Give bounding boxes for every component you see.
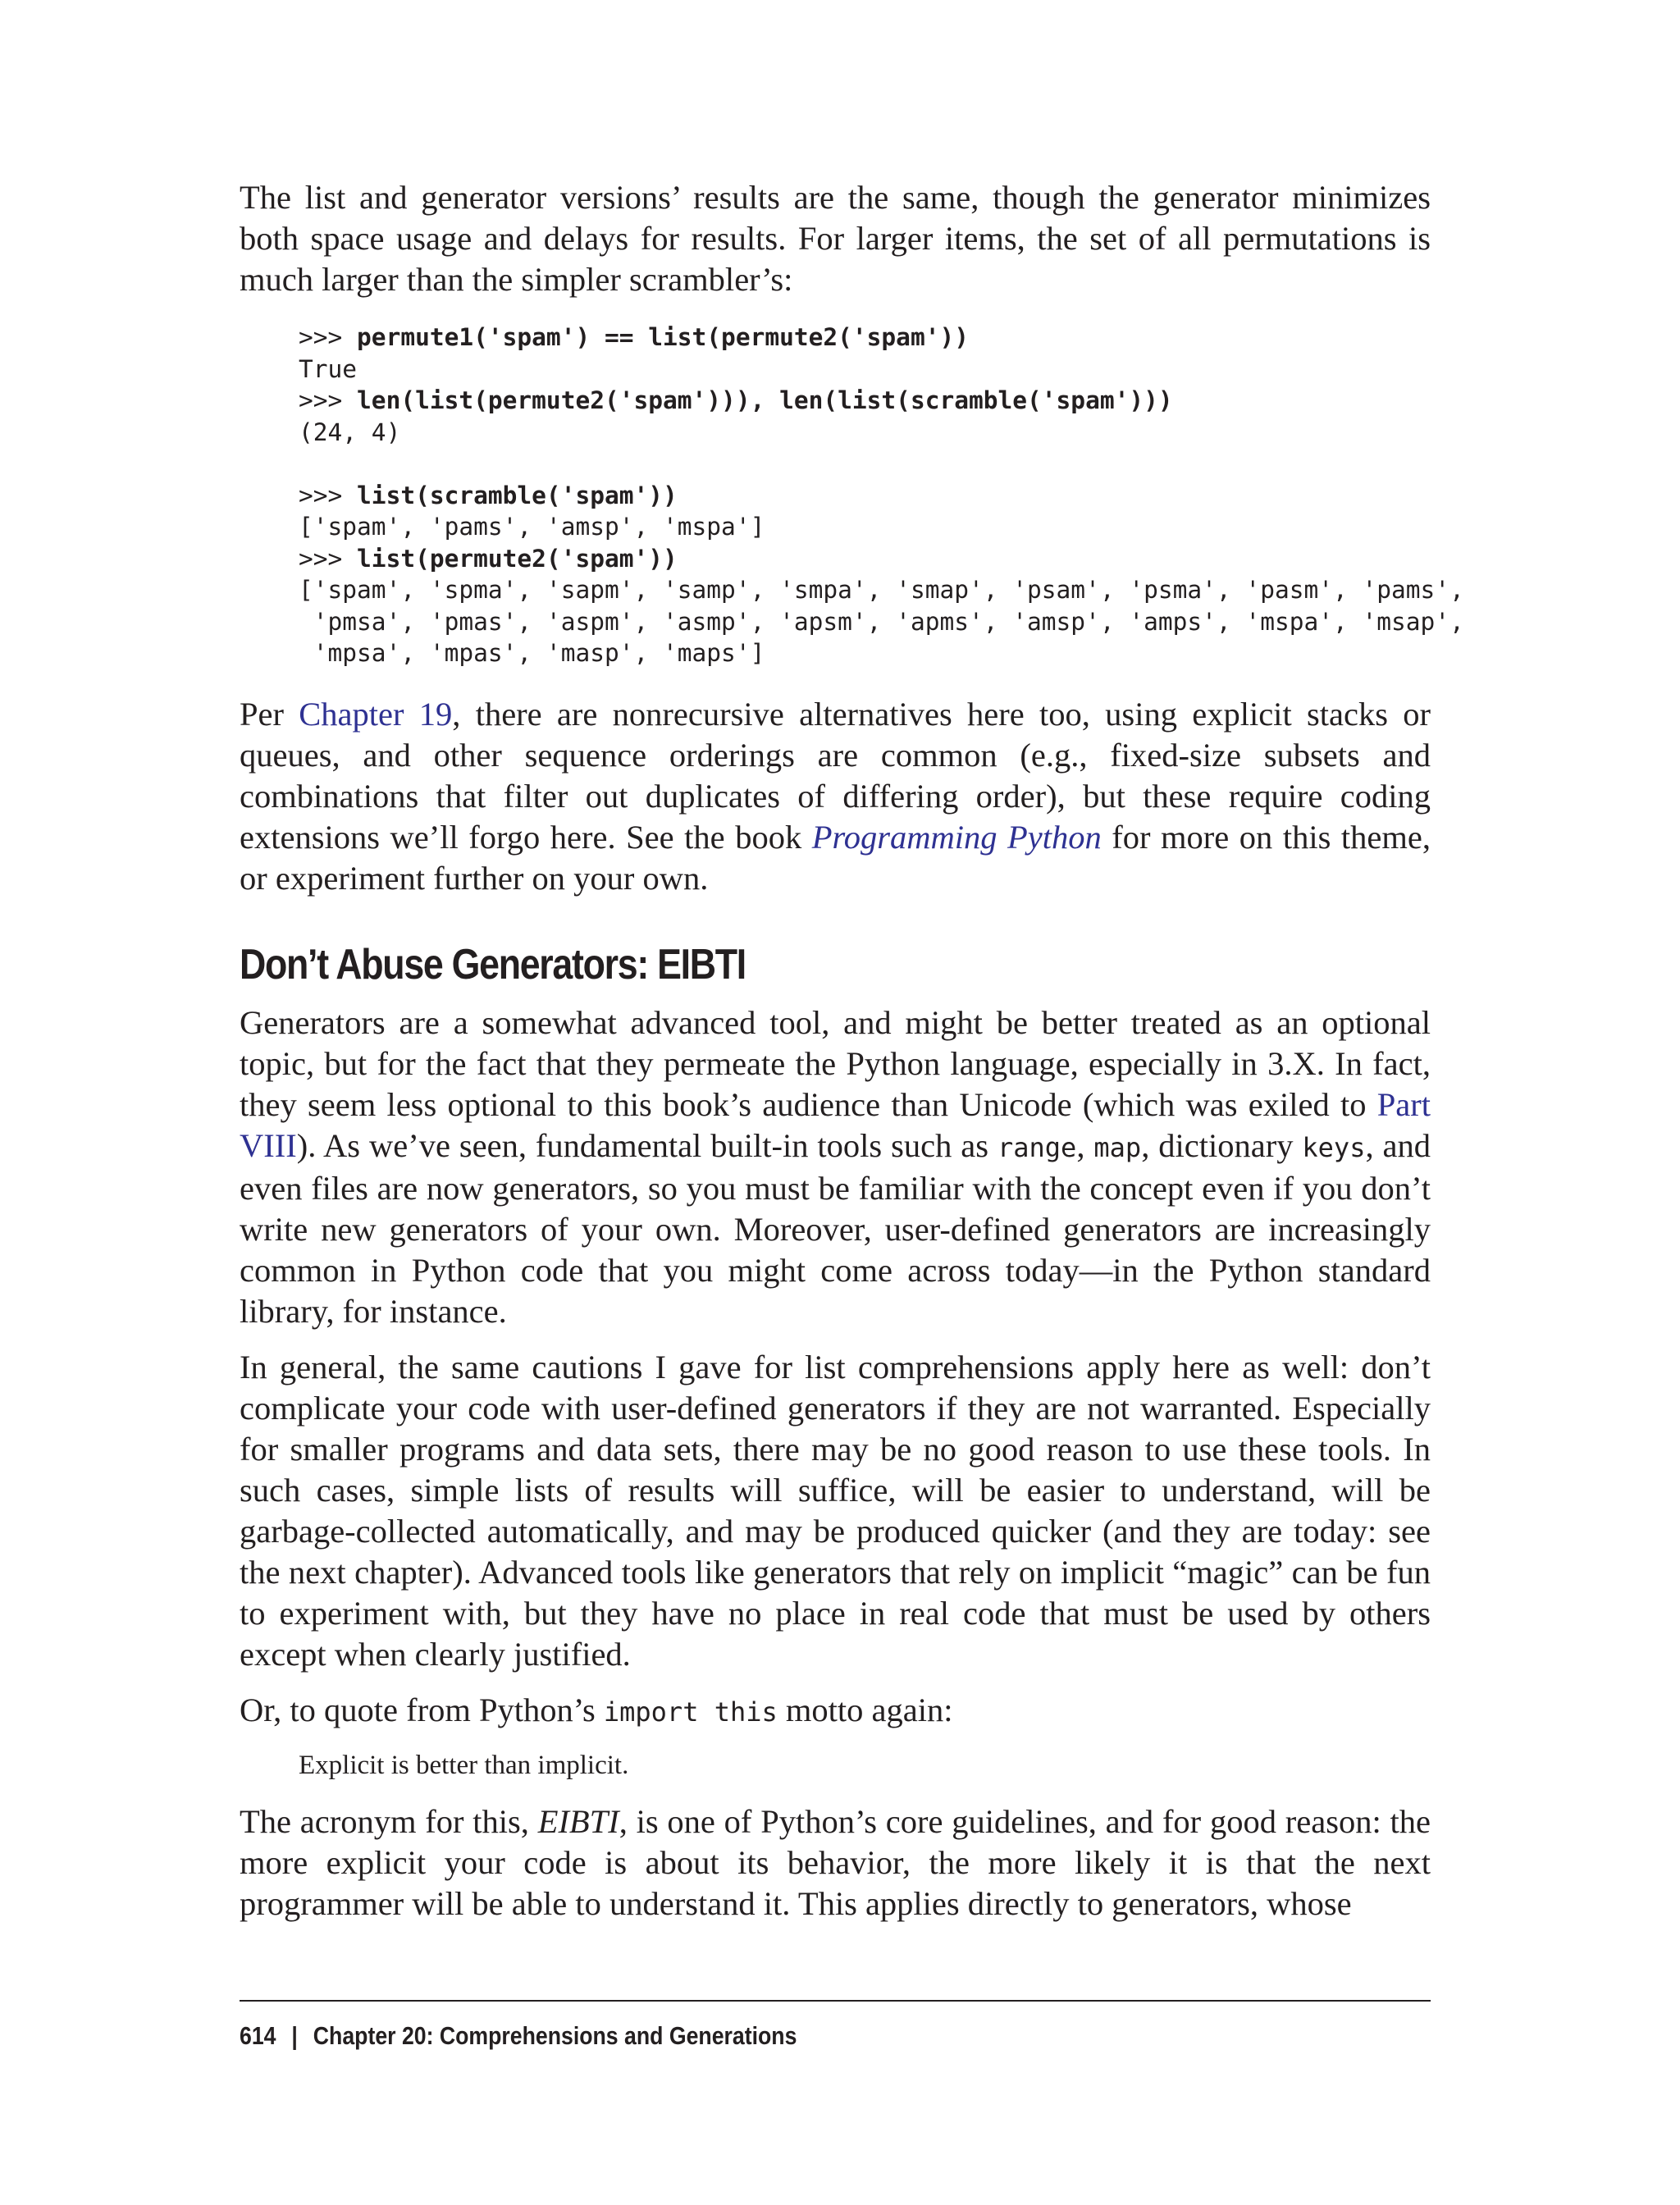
quote-intro-paragraph: Or, to quote from Python’s import this motto again: [240,1691,953,1728]
motto-quote: Explicit is better than implicit. [299,1750,629,1780]
code-command: list(permute2('spam')) [357,544,678,573]
intro-paragraph: The list and generator versions’ results are the same, though the generator minimizes both space usage and delays for results. For larger items, the set of all permutations is much larger than the simpler scrambler’s: [240,179,1431,298]
section-heading: Don’t Abuse Generators: EIBTI [240,940,746,988]
footer-separator: | [291,2021,298,2050]
programming-python-link[interactable]: Programming Python [811,818,1102,856]
eibti-acronym: EIBTI [537,1802,619,1840]
code-output: (24, 4) [299,418,401,446]
page-content [240,177,1464,1939]
chapter-title: Chapter 20: Comprehensions and Generations [313,2021,797,2050]
inline-code-keys: keys [1302,1131,1366,1163]
code-command: permute1('spam') == list(permute2('spam')) [357,323,969,351]
code-command: len(list(permute2('spam'))), len(list(scramble('spam'))) [357,386,1173,414]
code-prompt: >>> [299,481,358,509]
inline-code-range: range [997,1131,1077,1163]
generators-paragraph: Generators are a somewhat advanced tool, and might be better treated as an optional topic, but for the fact that they permeate the Python language, especially in 3.X. In fact, they seem less optional to this book’s audience than Unicode (which was exiled to Part VIII). As we’ve seen, fundamental built-in tools such as range, map, dictionary keys, and even files are now generators, so you must be familiar with the concept even if you don’t write new generators of your own. Moreover, user-defined generators are increasingly common in Python code that you might come across today—in the Python standard library, for instance. [240,1003,1431,1330]
code-output: 'mpsa', 'mpas', 'masp', 'maps'] [299,639,765,667]
page-footer [240,2000,1431,2052]
eibti-paragraph: The acronym for this, EIBTI, is one of Python’s core guidelines, and for good reason: the more explicit your code is about its behavior, the more likely it is that the next programmer will be able to understand it. This applies directly to generators, whose [240,1802,1431,1922]
code-command: list(scramble('spam')) [357,481,678,509]
inline-code-import-this: import this [603,1696,778,1728]
code-output: ['spam', 'spma', 'sapm', 'samp', 'smpa', 'smap', 'psam', 'psma', 'pasm', 'pams', [299,576,1464,604]
footer-rule [240,2000,1431,2002]
code-output: True [299,354,358,383]
chapter-19-link[interactable]: Chapter 19 [299,695,453,733]
part-viii-link[interactable]: Part VIII [240,1085,1431,1164]
footer-line [240,2020,1264,2052]
inline-code-map: map [1093,1131,1142,1163]
code-prompt: >>> [299,386,358,414]
page-number: 614 [240,2021,276,2050]
cautions-paragraph: In general, the same cautions I gave for list comprehensions apply here as well: don’t complicate your code with user-defined generators if they are not warranted. Especially for smaller programs and data sets, there may be no good reason to use these tools. In such cases, simple lists of results will suffice, will be easier to understand, will be garbage-collected automatically, and may be produced quicker (and they are today: see the next chapter). Advanced tools like generators that rely on implicit “magic” can be fun to experiment with, but they have no place in real code that must be used by others except when clearly justified. [240,1348,1431,1673]
code-block [299,322,1464,669]
code-output: 'pmsa', 'pmas', 'aspm', 'asmp', 'apsm', 'apms', 'amsp', 'amps', 'mspa', 'msap', [299,607,1464,636]
code-output: ['spam', 'pams', 'amsp', 'mspa'] [299,513,765,541]
code-prompt: >>> [299,323,358,351]
nonrecursive-paragraph: Per Chapter 19, there are nonrecursive alternatives here too, using explicit stacks or queues, and other sequence orderings are common (e.g., fixed-size subsets and combinations that filter out duplicates of differing order), but these require coding extensions we’ll forgo here. See the book Programming Python for more on this theme, or experiment further on your own. [240,695,1431,897]
code-prompt: >>> [299,544,358,573]
